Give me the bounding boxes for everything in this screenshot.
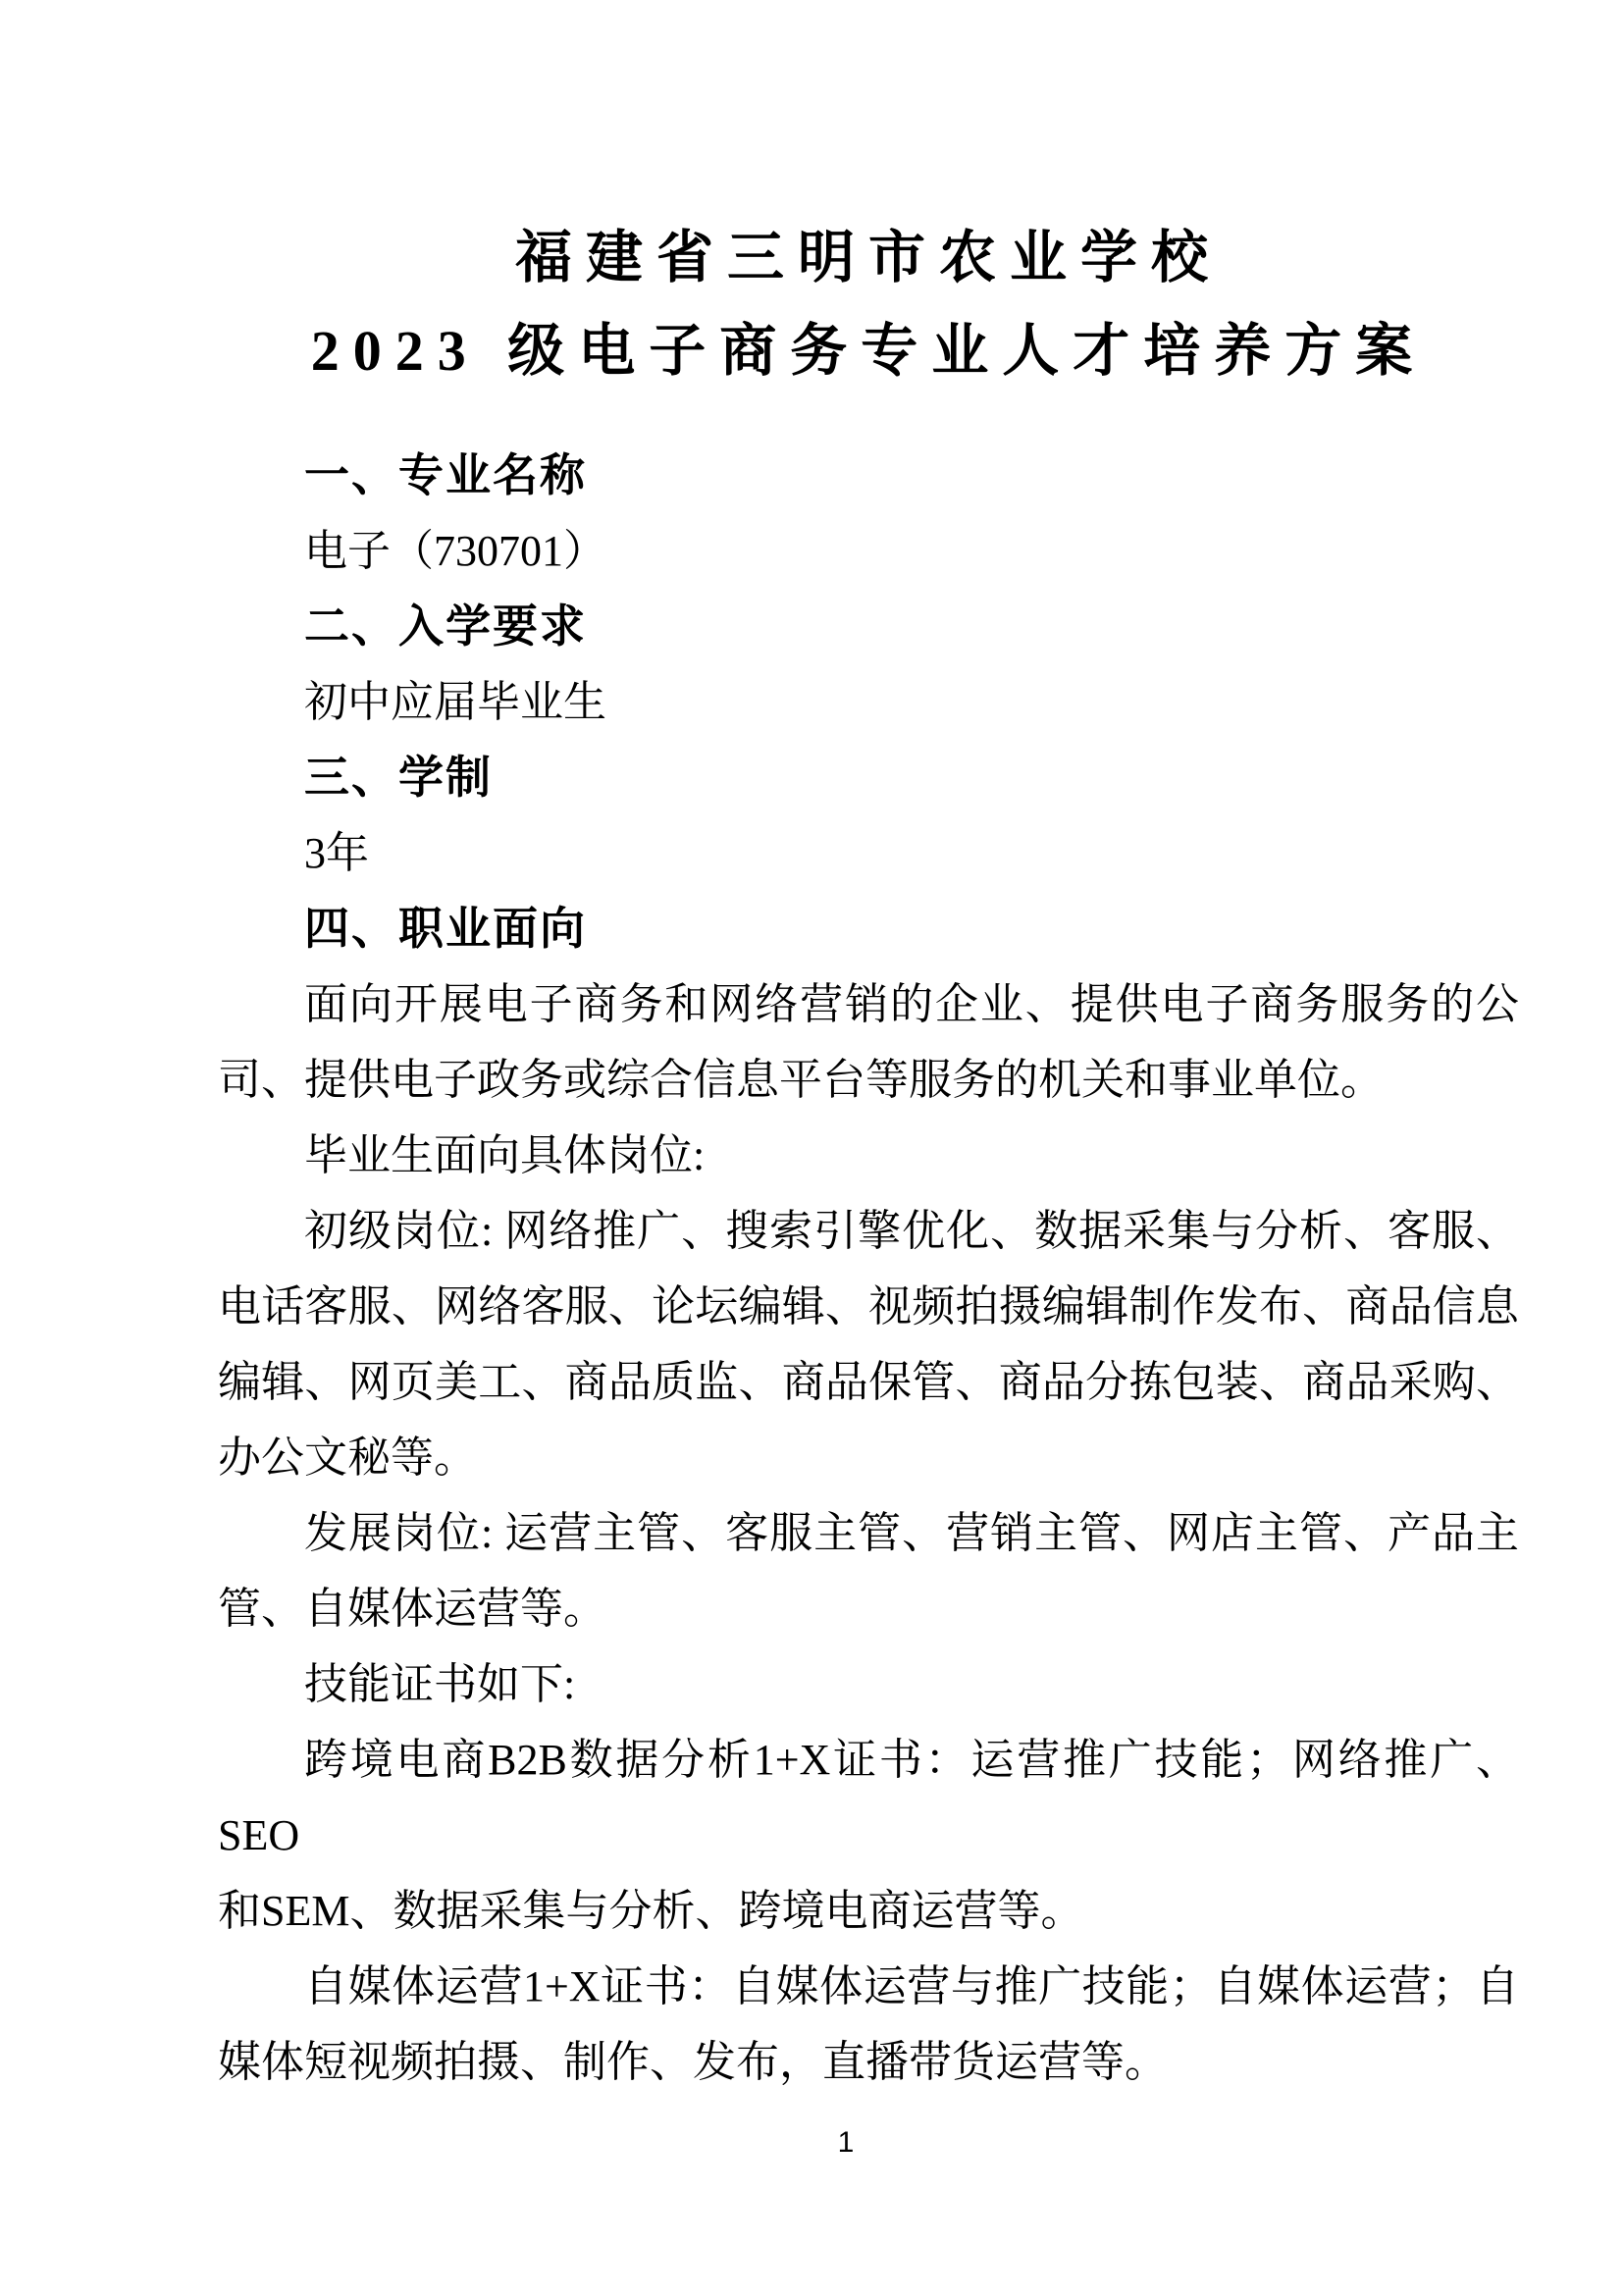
document-title — [218, 211, 1519, 397]
document-content — [218, 211, 1519, 2100]
body-line: 初级岗位: 网络推广、搜索引擎优化、数据采集与分析、客服、 — [304, 1207, 1519, 1255]
body-line: 3年 — [304, 829, 369, 877]
document-body — [218, 438, 1519, 2100]
body-line: 初中应届毕业生 — [304, 678, 606, 726]
body-line: 发展岗位: 运营主管、客服主管、营销主管、网店主管、产品主 — [304, 1509, 1519, 1557]
section-heading-2: 二、入学要求 — [304, 600, 587, 652]
body-line: 司、提供电子政务或综合信息平台等服务的机关和事业单位。 — [218, 1056, 1384, 1104]
section-heading-3: 三、学制 — [304, 752, 493, 803]
body-line: 电话客服、网络客服、论坛编辑、视频拍摄编辑制作发布、商品信息 — [218, 1282, 1519, 1330]
body-line: 面向开展电子商务和网络营销的企业、提供电子商务服务的公 — [304, 980, 1519, 1028]
body-line: 毕业生面向具体岗位: — [304, 1131, 706, 1179]
body-line: 编辑、网页美工、商品质监、商品保管、商品分拣包装、商品采购、 — [218, 1358, 1519, 1406]
body-line: 技能证书如下: — [304, 1660, 576, 1708]
body-line: 管、自媒体运营等。 — [218, 1585, 606, 1633]
page-number: 1 — [837, 2126, 855, 2159]
section-heading-4: 四、职业面向 — [304, 903, 587, 954]
title-line-1: 福建省三明市农业学校 — [514, 226, 1222, 289]
body-line: 媒体短视频拍摄、制作、发布，直播带货运营等。 — [218, 2038, 1168, 2086]
body-line: 办公文秘等。 — [218, 1434, 477, 1482]
body-line: 自媒体运营1+X证书：自媒体运营与推广技能；自媒体运营；自 — [304, 1962, 1519, 2010]
body-line: 跨境电商B2B数据分析1+X证书：运营推广技能；网络推广、SEO — [218, 1736, 1519, 1859]
body-line: 和SEM、数据采集与分析、跨境电商运营等。 — [218, 1887, 1084, 1935]
body-line: 电子（730701） — [304, 527, 606, 575]
title-line-2: 2023 级电子商务专业人才培养方案 — [310, 319, 1427, 383]
section-heading-1: 一、专业名称 — [304, 449, 587, 500]
